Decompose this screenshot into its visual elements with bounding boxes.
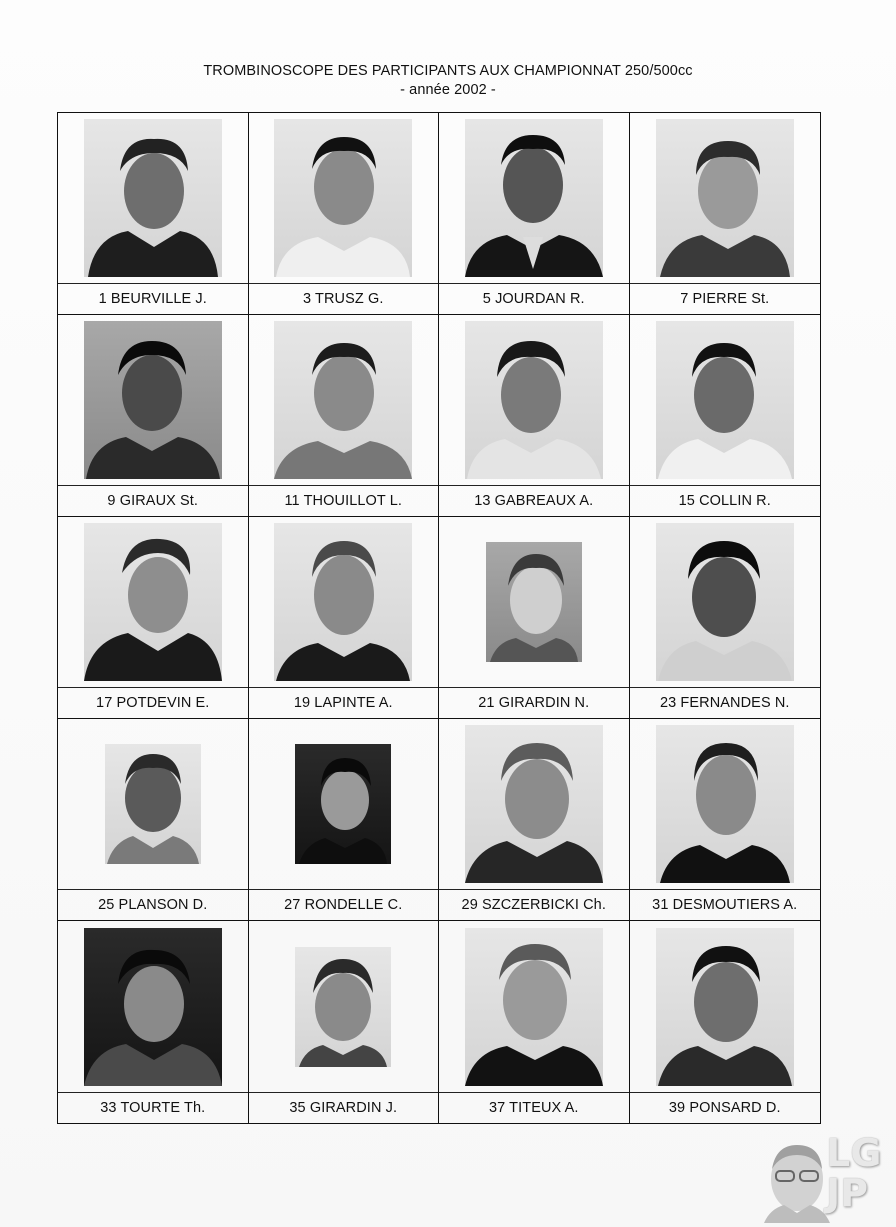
participant-name: 37 TITEUX A. — [488, 1100, 579, 1116]
participant-photo — [656, 928, 794, 1086]
participant-card — [58, 517, 249, 719]
participant-name: 39 PONSARD D. — [668, 1100, 781, 1116]
participant-name: 31 DESMOUTIERS A. — [652, 897, 798, 913]
photo-frame — [439, 719, 629, 890]
photo-frame — [439, 113, 629, 284]
photo-frame — [58, 517, 248, 688]
portrait-silhouette-icon — [465, 321, 603, 479]
participant-card — [249, 315, 440, 517]
participant-card — [630, 517, 821, 719]
participant-photo — [274, 321, 412, 479]
participant-card — [58, 921, 249, 1123]
photo-frame — [630, 315, 821, 486]
participant-card — [439, 113, 630, 315]
page-header — [0, 62, 896, 100]
portrait-silhouette-icon — [84, 928, 222, 1086]
participant-photo — [84, 928, 222, 1086]
participant-card — [249, 517, 440, 719]
portrait-silhouette-icon — [656, 928, 794, 1086]
portrait-silhouette-icon — [295, 744, 391, 864]
participant-card — [439, 517, 630, 719]
participant-name: 9 GIRAUX St. — [107, 493, 199, 509]
photo-frame — [630, 921, 821, 1093]
participant-card — [249, 921, 440, 1123]
participant-card — [249, 113, 440, 315]
portrait-silhouette-icon — [656, 725, 794, 883]
photo-frame — [439, 921, 629, 1093]
participant-photo — [295, 947, 391, 1067]
participant-name: 21 GIRARDIN N. — [478, 695, 590, 711]
participant-photo — [84, 523, 222, 681]
participant-name: 7 PIERRE St. — [680, 291, 770, 307]
participant-name: 3 TRUSZ G. — [303, 291, 384, 307]
participant-name: 25 PLANSON D. — [98, 897, 208, 913]
portrait-silhouette-icon — [84, 523, 222, 681]
participant-card — [439, 921, 630, 1123]
participant-card — [630, 719, 821, 921]
photo-frame — [249, 517, 439, 688]
participant-card — [249, 719, 440, 921]
participant-card — [58, 315, 249, 517]
participant-card — [439, 315, 630, 517]
participant-name: 17 POTDEVIN E. — [96, 695, 210, 711]
portrait-silhouette-icon — [295, 947, 391, 1067]
photo-frame — [439, 517, 629, 688]
participant-photo — [105, 744, 201, 864]
photo-frame — [630, 113, 821, 284]
portrait-silhouette-icon — [274, 321, 412, 479]
participant-photo — [656, 523, 794, 681]
participant-name: 13 GABREAUX A. — [474, 493, 594, 509]
participant-photo — [274, 119, 412, 277]
page-title: TROMBINOSCOPE DES PARTICIPANTS AUX CHAMPIONNAT 250/500cc — [203, 63, 693, 79]
participant-photo — [465, 321, 603, 479]
participant-name: 11 THOUILLOT L. — [284, 493, 403, 509]
participant-card — [58, 719, 249, 921]
participant-photo — [274, 523, 412, 681]
portrait-silhouette-icon — [274, 119, 412, 277]
photo-frame — [249, 719, 439, 890]
participant-photo — [465, 928, 603, 1086]
portrait-silhouette-icon — [486, 542, 582, 662]
participant-card — [439, 719, 630, 921]
participant-name: 23 FERNANDES N. — [659, 695, 790, 711]
participant-card — [58, 113, 249, 315]
site-logo — [762, 1131, 890, 1223]
participant-photo — [656, 725, 794, 883]
page-subtitle: - année 2002 - — [400, 82, 496, 98]
portrait-silhouette-icon — [84, 119, 222, 277]
portrait-silhouette-icon — [274, 523, 412, 681]
participant-name: 29 SZCZERBICKI Ch. — [461, 897, 606, 913]
photo-frame — [58, 719, 248, 890]
portrait-silhouette-icon — [656, 321, 794, 479]
participant-photo — [465, 119, 603, 277]
photo-frame — [58, 113, 248, 284]
participant-photo — [84, 119, 222, 277]
photo-frame — [439, 315, 629, 486]
logo-portrait-icon — [764, 1139, 830, 1223]
participant-photo — [465, 725, 603, 883]
participant-photo — [656, 119, 794, 277]
participant-photo — [84, 321, 222, 479]
participant-photo — [295, 744, 391, 864]
participant-name: 27 RONDELLE C. — [284, 897, 403, 913]
logo-text — [826, 1133, 888, 1213]
participant-name: 1 BEURVILLE J. — [98, 291, 207, 307]
photo-frame — [249, 315, 439, 486]
photo-frame — [58, 315, 248, 486]
participant-name: 5 JOURDAN R. — [482, 291, 585, 307]
photo-frame — [249, 113, 439, 284]
participants-grid — [57, 112, 821, 1124]
participant-card — [630, 113, 821, 315]
photo-frame — [630, 719, 821, 890]
portrait-silhouette-icon — [84, 321, 222, 479]
participant-name: 35 GIRARDIN J. — [289, 1100, 398, 1116]
participant-card — [630, 921, 821, 1123]
portrait-silhouette-icon — [465, 725, 603, 883]
participant-photo — [486, 542, 582, 662]
photo-frame — [58, 921, 248, 1093]
participant-name: 33 TOURTE Th. — [100, 1100, 206, 1116]
participant-photo — [656, 321, 794, 479]
photo-frame — [249, 921, 439, 1093]
participant-name: 19 LAPINTE A. — [293, 695, 393, 711]
portrait-silhouette-icon — [656, 119, 794, 277]
logo-line-2: JP — [826, 1171, 868, 1215]
portrait-silhouette-icon — [656, 523, 794, 681]
participant-name: 15 COLLIN R. — [678, 493, 771, 509]
participant-card — [630, 315, 821, 517]
portrait-silhouette-icon — [465, 119, 603, 277]
portrait-silhouette-icon — [465, 928, 603, 1086]
portrait-silhouette-icon — [105, 744, 201, 864]
logo-line-1: LG — [826, 1131, 882, 1175]
photo-frame — [630, 517, 821, 688]
